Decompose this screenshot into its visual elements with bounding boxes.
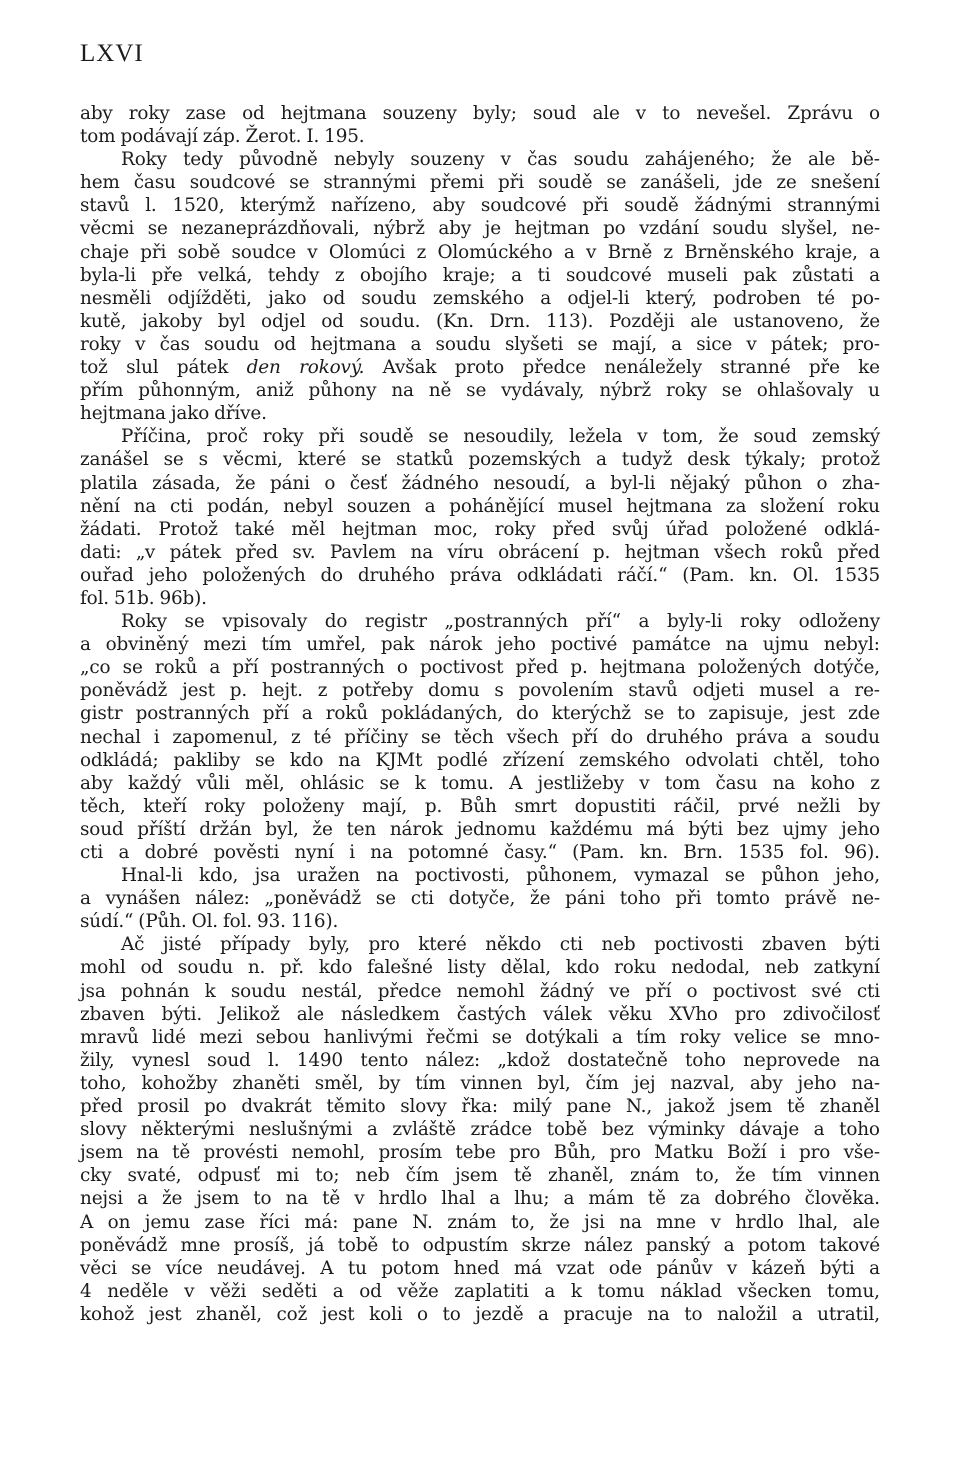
text-line: byla-li pře velká, tehdy z obojího kraje; a ti soudcové museli pak zůstati a [80,264,880,286]
text-line: a obviněný mezi tím umřel, pak nárok jeho poctivé památce na ujmu nebyl: [80,634,880,656]
text-line: platila zásada, že páni o česť žádného nesoudí, a byl-li nějaký půhon o zha- [80,472,880,494]
book-page [80,40,880,1326]
text-line: soud příští držán byl, že ten nárok jednomu každému má býti bez ujmy jeho [80,818,880,840]
text-line: toho, kohožby zhaněti směl, by tím vinnen byl, čím jej nazval, aby jeho na- [80,1072,880,1094]
text-line: odkládá; pakliby se kdo na KJMt podlé zřízení zemského odvolati chtěl, toho [80,749,880,771]
text-line: 4 neděle v věži seděti a od věže zaplatiti a k tomu náklad všecken tomu, [80,1280,880,1302]
text-line: chaje při sobě soudce v Olomúci z Olomúckého a v Brně z Brněnského kraje, a [80,241,880,263]
text-line: jsa pohnán k soudu nestál, předce nemohl žádný ve pří o poctivost své cti [80,980,880,1002]
text-line: Roky tedy původně nebyly souzeny v čas soudu zahájeného; že ale bě- [121,149,880,171]
text-line: Hnal-li kdo, jsa uražen na poctivosti, půhonem, vymazal se půhon jeho, [121,865,880,887]
text-line: nechal i zapomenul, z té příčiny se těch všech pří do druhého práva a soudu [80,726,880,748]
text-line: mravů lidé mezi sebou hanlivými řečmi se dotýkali a tím roky velice se mno- [80,1026,880,1048]
text-line: roky v čas soudu od hejtmana a soudu slyšeti se mají, a sice v pátek; pro- [80,333,880,355]
text-line: gistr postranných pří a roků pokládaných, do kterýchž se to zapisuje, jest zde [80,703,880,725]
text-line: hem času soudcové se strannými přemi při soudě se zanášeli, jde ze snešení [80,172,880,194]
text-line: nění na cti podán, nebyl souzen a pohánějící musel hejtmana za složení roku [80,495,880,517]
text-line: dati: „v pátek před sv. Pavlem na víru obrácení p. hejtman všech roků před [80,541,880,563]
text-line: „co se roků a pří postranných o poctivost před p. hejtmana položených dotýče, [80,657,880,679]
text-line: zanášel se s věcmi, které se statků pozemských a tudyž desk týkaly; protož [80,449,880,471]
text-line: poněvádž mne prosíš, já tobě to odpustím skrze nález panský a potom takové [80,1234,880,1256]
text-line: cky svaté, odpusť mi to; neb čím jsem tě zhaněl, znám to, že tím vinnen [80,1165,880,1187]
text-line: před prosil po dvakrát těmito slovy řka: milý pane N., jakož jsem tě zhaněl [80,1096,880,1118]
text-line: tož slul pátek den rokový. Avšak proto předce nenáležely stranné pře ke [80,357,880,379]
text-line: súdí.“ (Půh. Ol. fol. 93. 116). [80,911,339,933]
text-line: zbaven býti. Jelikož ale následkem častých válek věku XVho pro zdivočilosť [80,1003,880,1025]
text-line: aby roky zase od hejtmana souzeny byly; soud ale v to nevešel. Zprávu o [80,103,880,124]
text-line: Roky se vpisovaly do registr „postranných pří“ a byly-li roky odloženy [121,611,880,633]
text-line: slovy některými neslušnými a zvláště zrádce tobě bez výminky dávaje a toho [80,1119,880,1141]
text-line: nejsi a že jsem to na tě v hrdlo lhal a lhu; a mám tě za dobrého člověka. [80,1188,880,1210]
text-line: Příčina, proč roky při soudě se nesoudily, ležela v tom, že soud zemský [121,426,880,448]
text-line: přím půhonným, aniž půhony na ně se vydávaly, nýbrž roky se ohlašovaly u [80,380,880,402]
text-line: kohož jest zhaněl, což jest koli o to jezdě a pracuje na to naložil a utratil, [80,1303,880,1325]
text-line: těch, kteří roky položeny mají, p. Bůh smrt dopustiti ráčil, prvé nežli by [80,795,880,817]
text-line: jsem na tě provésti nemohl, prosím tebe pro Bůh, pro Matku Boží i pro vše- [80,1142,880,1164]
text-line: cti a dobré pověsti nyní i na potomné časy.“ (Pam. kn. Brn. 1535 fol. 96). [80,842,880,863]
text-line: aby každý vůli měl, ohlásic se k tomu. A jestližeby v tom času na koho z [80,772,880,794]
page-number: LXVI [80,40,144,67]
text-line: ouřad jeho položených do druhého práva odkládati ráčí.“ (Pam. kn. Ol. 1535 [80,564,880,586]
text-line: kutě, jakoby byl odjel od soudu. (Kn. Drn. 113). Později ale ustanoveno, že [80,310,880,332]
text-line: mohl od soudu n. př. kdo falešné listy dělal, kdo roku nedodal, neb zatkyní [80,957,880,979]
text-line: tom podávají záp. Žerot. I. 195. [80,126,365,148]
text-line: stavů l. 1520, kterýmž nařízeno, aby soudcové při soudě žádnými strannými [80,195,880,217]
text-line: žádati. Protož také měl hejtman moc, roky před svůj úřad položené odklá- [80,518,880,540]
text-line: a vynášen nález: „poněvádž se cti dotyče, že páni toho při tomto právě ne- [80,888,880,910]
text-line: nesměli odjížděti, jako od soudu zemského a odjel-li který, podroben té po- [80,287,880,309]
text-line: poněvádž jest p. hejt. z potřeby domu s povolením stavů odjeti musel a re- [80,680,880,702]
text-line: žily, vynesl soud l. 1490 tento nález: „kdož dostatečně toho neprovede na [80,1049,880,1071]
body-text [80,102,880,1326]
text-line: fol. 51b. 96b). [80,587,207,609]
text-line: hejtmana jako dříve. [80,403,267,425]
text-line: A on jemu zase říci má: pane N. znám to, že jsi na mne v hrdlo lhal, ale [80,1211,880,1233]
text-line: věcmi se nezaneprázdňovali, nýbrž aby je hejtman po vzdání soudu slyšel, ne- [80,218,880,240]
text-line: věci se více neudávej. A tu potom hned má vzat ode pánův v kázeň býti a [80,1257,880,1279]
text-line: Ač jisté případy byly, pro které někdo cti neb poctivosti zbaven býti [121,934,880,956]
